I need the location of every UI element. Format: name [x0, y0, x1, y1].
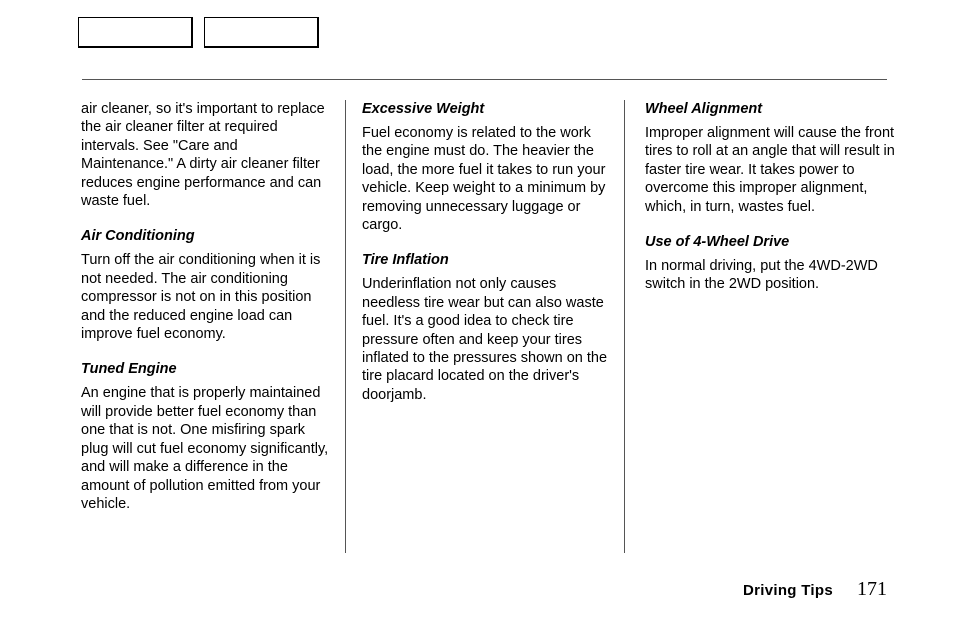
column-divider: [624, 100, 625, 553]
heading-wheel-alignment: Wheel Alignment: [645, 101, 763, 117]
heading-tuned-engine: Tuned Engine: [81, 361, 177, 378]
nav-button-previous[interactable]: [78, 17, 193, 48]
text-column-2: [362, 100, 614, 404]
heading-excessive-weight: Excessive Weight: [362, 101, 485, 117]
heading-air-conditioning: Air Conditioning: [81, 228, 195, 245]
paragraph-tuned-engine: An engine that is properly maintained will provide better fuel economy than one that is not. One misfiring spark plug will cut fuel economy significantly, and will make a difference in the amount of pollution emitted from your vehicle.: [81, 385, 329, 512]
paragraph-4wd: In normal driving, put the 4WD-2WD switch in the 2WD position.: [645, 258, 878, 293]
paragraph-continued: air cleaner, so it's important to replace the air cleaner filter at required intervals. See "Care and Maintenance." A dirty air cleaner filter reduces engine performance and can waste fuel.: [81, 101, 325, 210]
column-divider: [345, 100, 346, 553]
heading-tire-inflation: Tire Inflation: [362, 252, 449, 269]
heading-4wd: Use of 4-Wheel Drive: [645, 234, 790, 251]
paragraph-wheel-alignment: Improper alignment will cause the front tires to roll at an angle that will result in faster tire wear. It takes power to overcome this improper alignment, which, in turn, wastes fuel.: [645, 125, 895, 215]
paragraph-tire-inflation: Underinflation not only causes needless tire wear but can also waste fuel. It's a good idea to check tire pressure often and keep your tires inflated to the pressures shown on the tire placard located on the driver's doorjamb.: [362, 276, 608, 403]
paragraph-excessive-weight: Fuel economy is related to the work the engine must do. The heavier the load, the more fuel it takes to run your vehicle. Keep weight to a minimum by removing unnecessary luggage or cargo.: [362, 125, 606, 234]
paragraph-air-conditioning: Turn off the air conditioning when it is not needed. The air conditioning compressor is not on in this position and the reduced engine load can improve fuel economy.: [81, 252, 321, 343]
page-number: 171: [857, 578, 887, 600]
footer-section-title: Driving Tips: [743, 582, 834, 599]
nav-button-next[interactable]: [204, 17, 319, 48]
text-column-1: [81, 100, 331, 513]
header-rule: [82, 79, 887, 80]
text-column-3: [645, 100, 895, 294]
